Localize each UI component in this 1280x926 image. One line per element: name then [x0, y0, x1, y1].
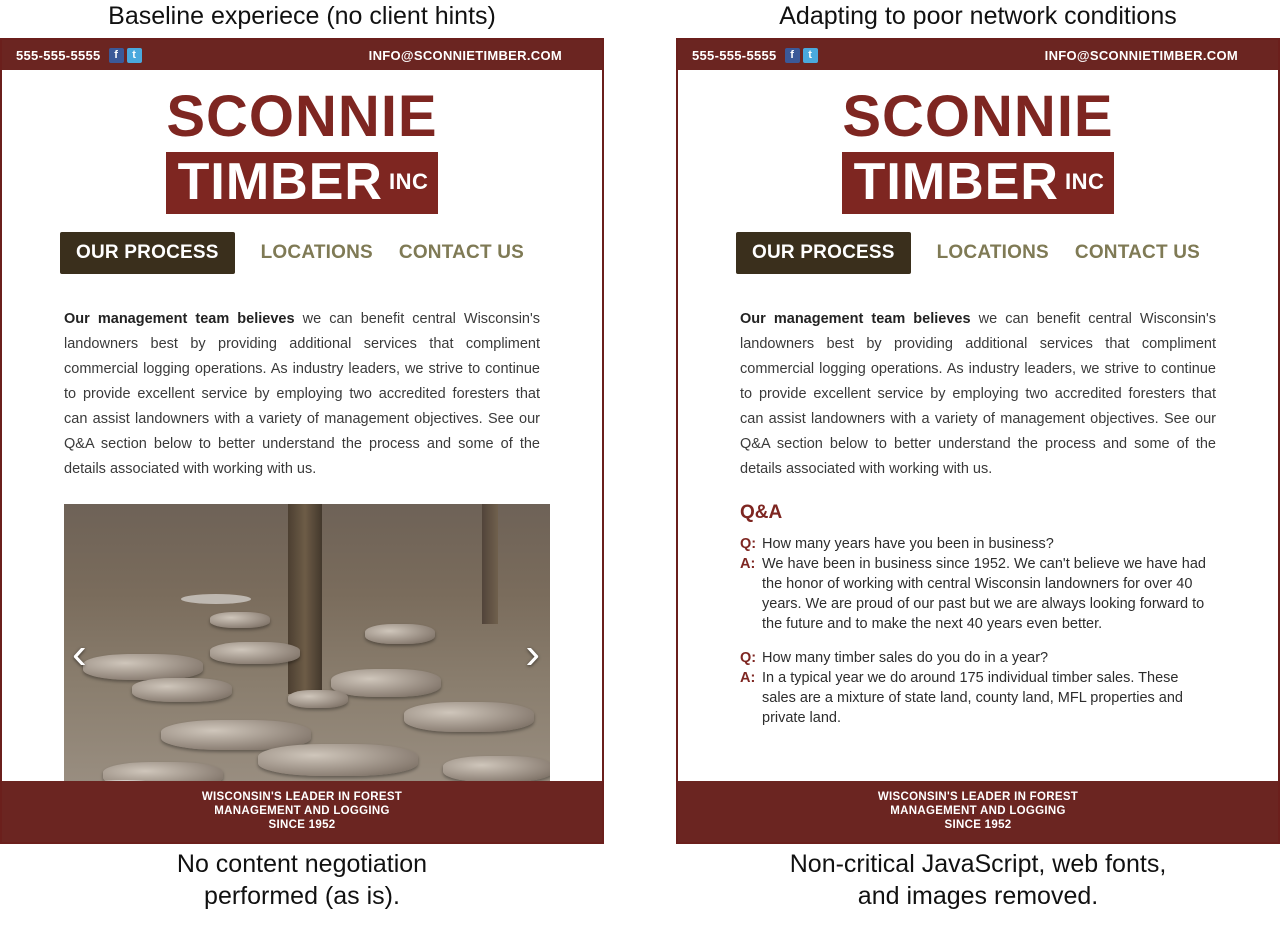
footer-line-2: MANAGEMENT AND LOGGING: [214, 805, 390, 817]
social-links: [785, 48, 818, 63]
email-link[interactable]: INFO@SCONNIETIMBER.COM: [1044, 47, 1238, 63]
panel-caption-top: Baseline experiece (no client hints): [108, 2, 496, 30]
twitter-icon[interactable]: t: [803, 48, 818, 63]
facebook-icon[interactable]: f: [785, 48, 800, 63]
logo-plate: [842, 152, 1115, 214]
log: [288, 690, 348, 708]
site-logo[interactable]: [678, 70, 1278, 214]
qa-answer-text: In a typical year we do around 175 individual timber sales. These sales are a mixture of state land, county land, MFL properties and private land.: [762, 669, 1183, 726]
qa-answer-row: [740, 668, 1216, 728]
qa-question-row: [740, 534, 1216, 554]
hero-carousel-image: [64, 504, 550, 804]
caption-bottom-line-1: Non-critical JavaScript, web fonts,: [789, 850, 1167, 878]
social-links: [109, 48, 142, 63]
intro-lead: Our management team believes: [64, 310, 295, 327]
nav-item-our-process[interactable]: OUR PROCESS: [60, 232, 235, 274]
footer-line-1: WISCONSIN'S LEADER IN FOREST: [877, 791, 1079, 803]
logo-line-sconnie: SCONNIE: [842, 84, 1114, 149]
logo-plate: [166, 152, 439, 214]
nav-item-locations[interactable]: LOCATIONS: [260, 242, 373, 263]
qa-answer-tag: A:: [740, 555, 756, 572]
panel-caption-bottom: [676, 848, 1280, 912]
logo-line-sconnie: SCONNIE: [166, 84, 438, 149]
log: [258, 744, 418, 776]
main-nav: [60, 232, 602, 274]
logo-line-timber: TIMBER: [853, 153, 1059, 211]
phone-number[interactable]: 555-555-5555: [692, 47, 777, 63]
qa-question-text: How many timber sales do you do in a year?: [762, 649, 1049, 666]
log: [83, 654, 203, 680]
log: [132, 678, 232, 702]
logo-line-timber: TIMBER: [177, 153, 383, 211]
log: [210, 612, 270, 628]
intro-body: we can benefit central Wisconsin's landowners best by providing additional services that compliment commercial logging operations. As industry leaders, we strive to continue to provide excellent service by employing two accredited foresters that can assist landowners with a variety of management objectives. See our Q&A section below to better understand the process and some of the details associated with working with us.: [740, 310, 1216, 477]
tree-trunk-secondary: [482, 504, 498, 624]
phone-number[interactable]: 555-555-5555: [16, 47, 101, 63]
panel-adapted: [676, 0, 1280, 926]
log: [443, 756, 550, 782]
site-footer: [678, 781, 1278, 842]
twitter-icon[interactable]: t: [127, 48, 142, 63]
carousel-prev-icon[interactable]: ‹: [72, 628, 87, 678]
qa-answer-text: We have been in business since 1952. We can't believe we have had the honor of working with central Wisconsin landowners for over 40 years. We are proud of our past but we are always looking forward to the future and to make the next 40 years even better.: [762, 555, 1206, 632]
panel-caption-top: Adapting to poor network conditions: [779, 2, 1177, 30]
qa-heading: Q&A: [740, 501, 783, 523]
site-viewport-baseline: [0, 38, 604, 844]
site-logo[interactable]: [2, 70, 602, 214]
nav-item-our-process[interactable]: OUR PROCESS: [736, 232, 911, 274]
intro-paragraph: [64, 307, 540, 482]
intro-section: [678, 274, 1278, 728]
qa-question-text: How many years have you been in business?: [762, 535, 1054, 552]
qa-question-tag: Q:: [740, 649, 757, 666]
log: [404, 702, 534, 732]
panel-baseline: [0, 0, 604, 926]
main-nav: [736, 232, 1278, 274]
qa-item: [740, 534, 1216, 634]
qa-question-row: [740, 648, 1216, 668]
caption-bottom-line-2: performed (as is).: [204, 882, 400, 910]
qa-question-tag: Q:: [740, 535, 757, 552]
footer-line-1: WISCONSIN'S LEADER IN FOREST: [201, 791, 403, 803]
email-link[interactable]: INFO@SCONNIETIMBER.COM: [368, 47, 562, 63]
tree-trunk: [288, 504, 322, 694]
intro-paragraph: [740, 307, 1216, 482]
site-viewport-adapted: [676, 38, 1280, 844]
nav-item-contact-us[interactable]: CONTACT US: [398, 242, 525, 263]
intro-body: we can benefit central Wisconsin's landowners best by providing additional services that compliment commercial logging operations. As industry leaders, we strive to continue to provide excellent service by employing two accredited foresters that can assist landowners with a variety of management objectives. See our Q&A section below to better understand the process and some of the details associated with working with us.: [64, 310, 540, 477]
carousel-next-icon[interactable]: ›: [525, 628, 540, 678]
qa-item: [740, 648, 1216, 728]
logo-suffix-inc: INC: [1064, 169, 1105, 194]
log: [331, 669, 441, 697]
caption-bottom-line-1: No content negotiation: [176, 850, 428, 878]
site-topbar: [2, 40, 602, 70]
log: [210, 642, 300, 664]
nav-item-locations[interactable]: LOCATIONS: [936, 242, 1049, 263]
site-footer: [2, 781, 602, 842]
qa-answer-row: [740, 554, 1216, 634]
intro-lead: Our management team believes: [740, 310, 971, 327]
snow-patch: [181, 594, 251, 604]
logo-suffix-inc: INC: [388, 169, 429, 194]
caption-bottom-line-2: and images removed.: [857, 882, 1099, 910]
footer-line-2: MANAGEMENT AND LOGGING: [890, 805, 1066, 817]
footer-line-3: SINCE 1952: [944, 819, 1012, 831]
log: [365, 624, 435, 644]
site-topbar: [678, 40, 1278, 70]
facebook-icon[interactable]: f: [109, 48, 124, 63]
panel-caption-bottom: [0, 848, 604, 912]
intro-section: [2, 274, 602, 482]
qa-answer-tag: A:: [740, 669, 756, 686]
footer-line-3: SINCE 1952: [268, 819, 336, 831]
nav-item-contact-us[interactable]: CONTACT US: [1074, 242, 1201, 263]
